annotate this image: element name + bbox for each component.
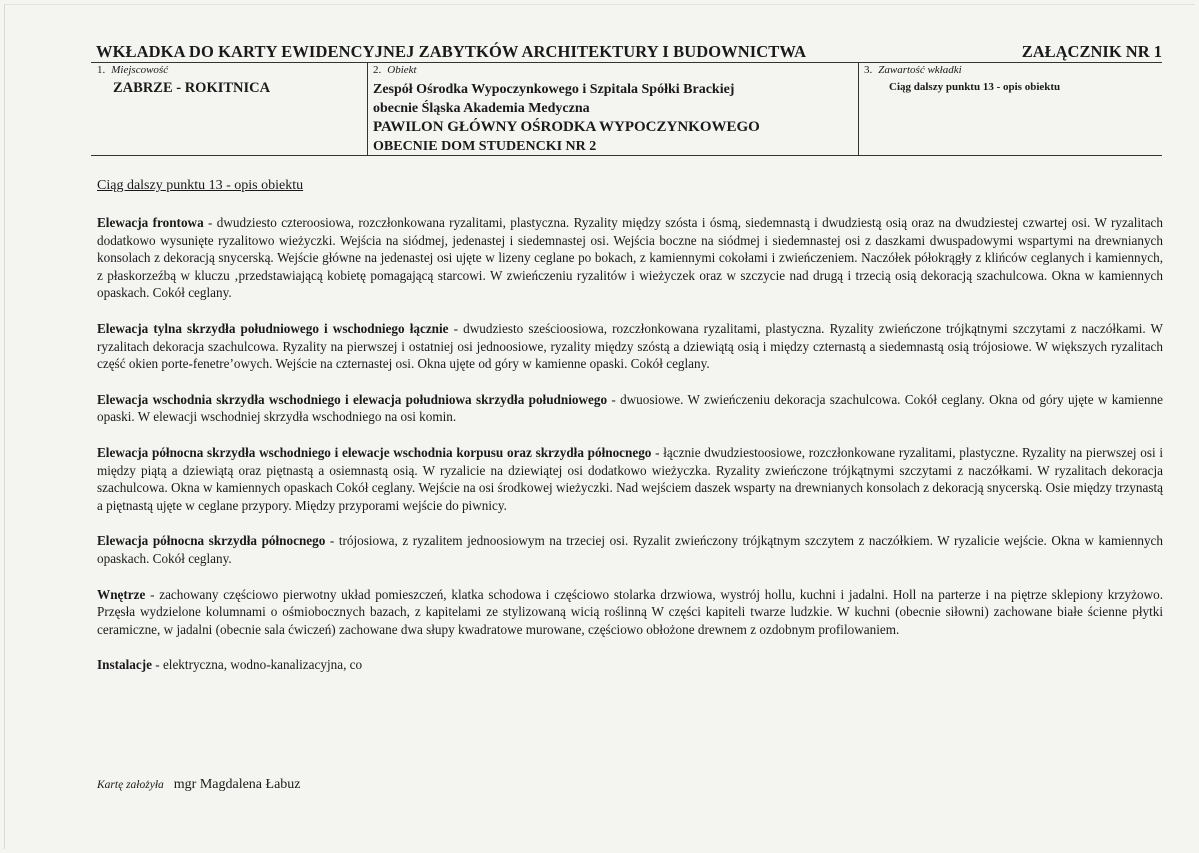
signature [97,777,301,793]
paragraph-installations [97,656,1163,674]
signature-name: mgr Magdalena Łabuz [173,777,301,792]
content-number: 3. [864,64,873,76]
column-divider [367,62,368,155]
column-divider [858,62,859,155]
content-value: Ciąg dalszy punktu 13 - opis obiektu [889,81,1061,93]
paragraph-text: - dwudziesto sześcioosiowa, rozczłonkowana ryzalitami, plastyczna. Ryzality zwieńczone trójkątnymi szczytami z naczółkami. W ryzalitach dekoracja szachulcowa. Ryzality na pierwszej i ostatniej osi jednoosiowe, ryzality między szóstą a dziewiątą osią i między czternastą a siedemnastą osią trójosiowe. W większych ryzalitach część okien porte-fenetre’owych. Wejście na czternastej osi. Okna ujęte od góry w kamienne opaski. Cokół ceglany. [97,320,1163,372]
attachment-number: ZAŁĄCZNIK NR 1 [1021,42,1162,61]
object-line: PAWILON GŁÓWNY OŚRODKA WYPOCZYNKOWEGO [373,119,760,135]
paragraph-north-east-elevation [97,444,1163,514]
paragraph-text: - dwuosiowe. W zwieńczeniu dekoracja szachulcowa. Cokół ceglany. Okna od góry ujęte w kamienne opaski. W elewacji wschodniej skrzydła wschodniego na osi komin. [97,391,1163,425]
content-label-text: Zawartość wkładki [878,64,962,76]
object-number: 2. [373,64,382,76]
document-title: WKŁADKA DO KARTY EWIDENCYJNEJ ZABYTKÓW ARCHITEKTURY I BUDOWNICTWA [96,42,807,61]
paragraph-text: - łącznie dwudziestoosiowe, rozczłonkowane ryzalitami, plastyczne. Ryzality na pierwszej osi i między piątą a dziewiątą oraz piętnastą a osiemnastą osią. W ryzalicie na dziewiątej osi dodatkowo wieżyczka. Ryzality zwieńczone trójkątnymi szczytami z naczółkami. W ryzalitach dekoracja szachulcowa. Okna w kamiennych opaskach Cokół ceglany. Wejście na osi środkowej wieżyczki. Nad wejściem daszek wsparty na drewnianych konsolach z dekoracją snycerską. Osie między trzynastą a piętnastą ujęte w ceglane przypory. Między przyporami wejście do piwnicy. [97,444,1163,513]
section-title: Ciąg dalszy punktu 13 - opis obiektu [97,178,304,193]
location-number: 1. [97,64,106,76]
paragraph-north-elevation [97,532,1163,567]
object-value [373,80,853,156]
header-top-rule [91,62,1162,63]
paragraph-rear-elevation [97,320,1163,373]
paragraph-heading: Elewacja tylna skrzydła południowego i wschodniego łącznie [97,320,449,336]
signature-label: Kartę założyła [97,779,164,791]
paragraph-text: - zachowany częściowo pierwotny układ pomieszczeń, klatka schodowa i częściowo stolarka drzwiowa, wystrój hollu, kuchni i jadalni. Holl na parterze i na piętrze sklepiony krzyżowo. Przęsła wydzielone kolumnami o ośmiobocznych bazach, z kapitelami ze stylizowaną wicią roślinną W części kapiteli twarze ludzkie. W kuchni (obecnie siłowni) zachowane białe ścienne płytki ceramiczne, w jadalni (obecnie sala ćwiczeń) zachowane dwa słupy kwadratowe murowane, częściowo obłożone drewnem z ozdobnym profilowaniem. [97,586,1163,637]
description-body [97,214,1163,692]
paragraph-front-elevation [97,214,1163,302]
paragraph-heading: Wnętrze [97,586,146,602]
object-label-text: Obiekt [387,64,417,76]
paragraph-heading: Elewacja północna skrzydła wschodniego i elewacje wschodnia korpusu oraz skrzydła północnego [97,444,652,460]
paragraph-heading: Instalacje [97,657,152,673]
object-line: Zespół Ośrodka Wypoczynkowego i Szpitala Spółki Brackiej [373,82,735,97]
paragraph-east-south-elevation [97,391,1163,426]
paragraph-heading: Elewacja frontowa [97,215,204,230]
content-label [864,64,962,76]
paragraph-text: - dwudziesto czteroosiowa, rozczłonkowana ryzalitami, plastyczna. Ryzality między szósta i ósmą, siedemnastą i dwudziestą osią oraz na dwudziestej czwartej osi. W ryzalitach dodatkowo wysunięte ryzalitowo wieżyczki. Wejścia na siódmej, jedenastej i siedemnastej osi. Wejścia boczne na siódmej i siedemnastej osi z daszkami dwuspadowymi wspartymi na drewnianych konsolach z dekoracją snycerską. Wejście główne na jedenastej osi ujęte w lizeny ceglane po bokach, z kamiennymi cokołami i zwieńczeniem. Naczółek półokrągły z klińców ceglanych i kamiennych, z płaskorzeźbą w kluczu ‚przedstawiającą kobietę pomagającą starcowi. W zwieńczeniu ryzalitów i wieżyczek oraz w szczycie nad drugą i trzecią osią dekoracją szachulcowa. Okna w kamiennych opaskach. Cokół ceglany. [97,215,1163,301]
paragraph-heading: Elewacja północna skrzydła północnego [97,533,326,549]
object-label [373,64,417,76]
object-line: OBECNIE DOM STUDENCKI NR 2 [373,139,597,154]
paragraph-heading: Elewacja wschodnia skrzydła wschodniego i elewacja południowa skrzydła południowego [97,391,608,407]
paragraph-interior [97,586,1163,639]
location-label [97,64,168,76]
location-label-text: Miejscowość [111,64,169,76]
paragraph-text: - trójosiowa, z ryzalitem jednoosiowym na trzeciej osi. Ryzalit zwieńczony trójkątnym szczytem z naczółkiem. W ryzalicie wejście. Okna w kamiennych opaskach. Cokół ceglany. [97,533,1163,566]
object-line: obecnie Śląska Akademia Medyczna [373,101,590,116]
paragraph-text: - elektryczna, wodno-kanalizacyjna, co [151,657,363,673]
location-value: ZABRZE - ROKITNICA [113,80,271,96]
